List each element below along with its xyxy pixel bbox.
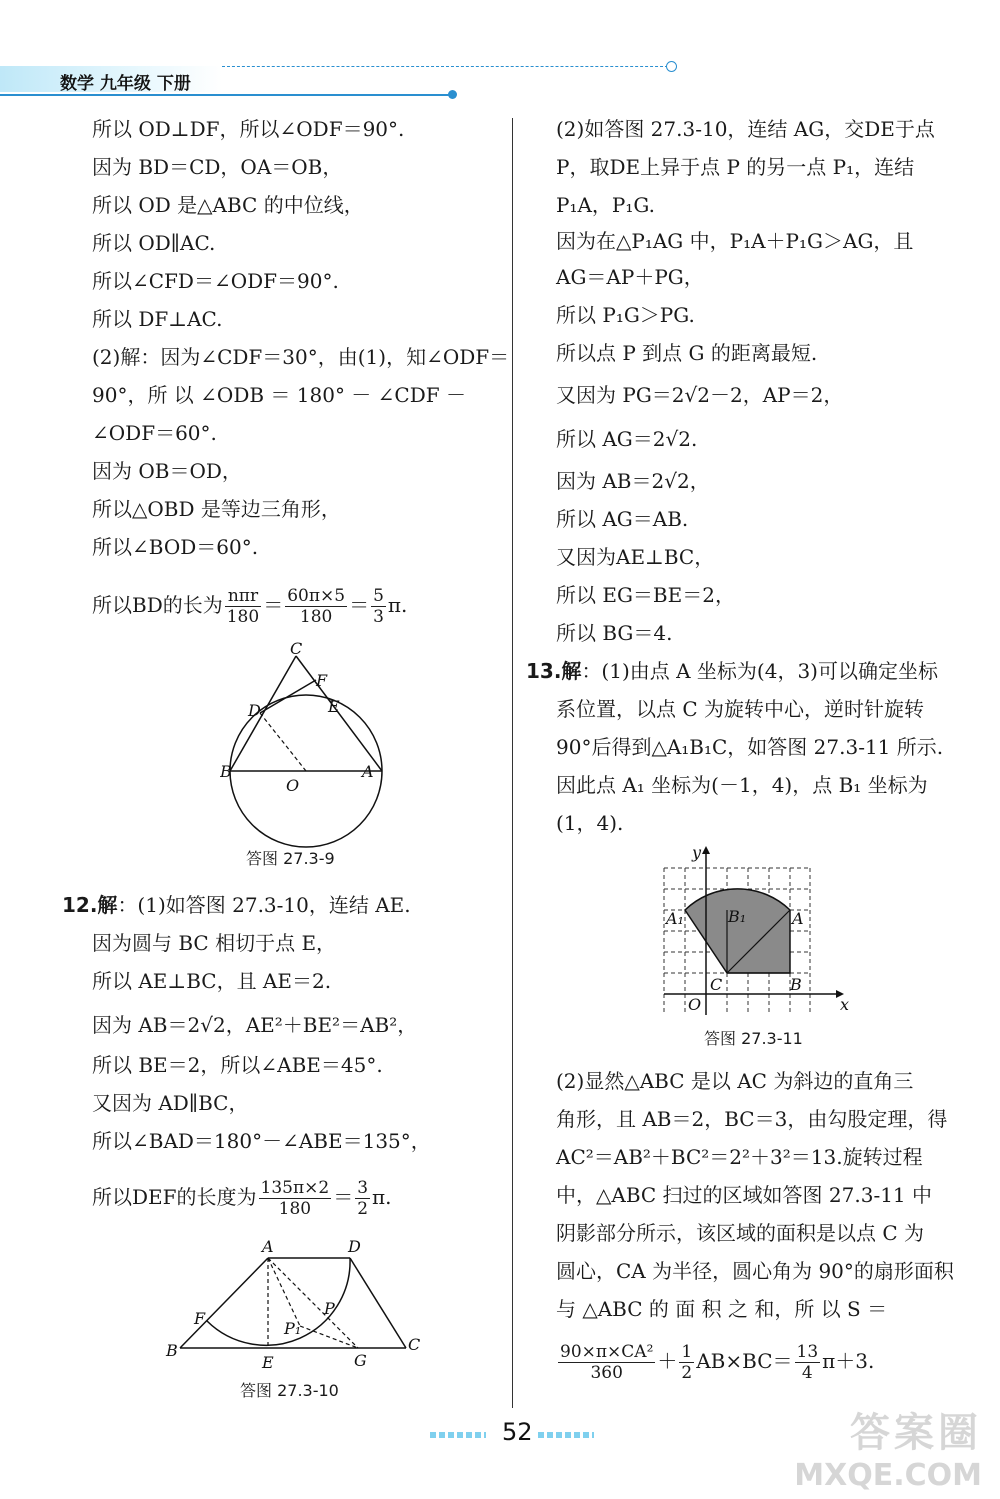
text-line: 所以∠BAD＝180°－∠ABE＝135°， [92,1129,431,1153]
svg-text:C: C [408,1335,421,1354]
text-line: P，取DE上异于点 P 的另一点 P₁，连结 [556,155,915,179]
text-line: 所以 DF⊥AC. [92,307,223,331]
svg-text:x: x [840,995,850,1014]
area-formula: $\frac{\text{90×π×CA²}}{360}$ ＋ $\frac{1}{2}$ AB×BC＝ $\frac{13}{4}$ π＋3. [560,1342,875,1383]
text-line: 阴影部分所示，该区域的面积是以点 C 为 [556,1221,925,1245]
svg-text:F: F [316,671,328,690]
text-line: 系位置，以点 C 为旋转中心，逆时针旋转 [556,697,925,721]
text-line: 所以∠CFD＝∠ODF＝90°. [92,269,339,293]
svg-text:E: E [328,697,340,716]
text-line: AG＝AP＋PG， [556,265,704,289]
figure-caption: 答图 27.3-11 [704,1029,803,1048]
text-line: 所以 AE⊥BC，且 AE＝2. [92,969,332,993]
question-number: 12.解 [62,893,118,917]
text-line: 所以 EG＝BE＝2， [556,583,735,607]
text-line: 所以 AG＝2√2. [556,427,698,451]
text-line: ∠ODF＝60°. [92,421,217,445]
text-line: 因此点 A₁ 坐标为(－1，4)，点 B₁ 坐标为 [556,773,928,797]
figure-caption: 答图 27.3-10 [240,1381,339,1400]
watermark [794,1401,982,1493]
text-line: 90°后得到△A₁B₁C，如答图 27.3-11 所示. [556,735,944,759]
figure-27-3-9 [220,640,390,850]
text-line: 与 △ABC 的 面 积 之 和，所 以 S ＝ [556,1297,888,1321]
text-line: 所以 OD∥AC. [92,231,216,255]
text-line: 因为 OB＝OD， [92,459,242,483]
svg-text:G: G [354,1351,367,1370]
figure-caption: 答图 27.3-9 [246,849,335,868]
svg-text:O: O [286,776,300,795]
text-line: 所以 AG＝AB. [556,507,689,531]
column-divider [512,118,513,1408]
text-line: 角形，且 AB＝2，BC＝3，由勾股定理，得 [556,1107,948,1131]
fraction: $\frac{1}{2}$ [681,1342,693,1383]
svg-text:B₁: B₁ [728,907,747,926]
svg-text:O: O [688,995,702,1014]
figure-27-3-11 [654,842,854,1022]
svg-text:A₁: A₁ [666,909,684,928]
svg-text:B: B [790,975,802,994]
fraction: $\frac{60\pi\times 5}{180}$ [287,586,346,627]
text-line: 因为圆与 BC 相切于点 E， [92,931,337,955]
fraction: $\frac{\text{nπr}}{180}$ [226,586,260,627]
text-line: AC²＝AB²＋BC²＝2²＋3²＝13.旋转过程 [556,1145,923,1169]
text-line: 所以 P₁G＞PG. [556,303,695,327]
fraction: $\frac{3}{2}$ [357,1178,369,1219]
footer-decoration-left [430,1432,486,1438]
figure-27-3-10 [160,1236,430,1376]
text-line: (2)显然△ABC 是以 AC 为斜边的直角三 [556,1069,914,1093]
text-line: 所以 BG＝4. [556,621,673,645]
text-line: 所以 BE＝2，所以∠ABE＝45°. [92,1053,383,1077]
text-line: 圆心，CA 为半径，圆心角为 90°的扇形面积 [556,1259,954,1283]
svg-text:D: D [248,701,261,720]
text-line: 所以 OD⊥DF，所以∠ODF＝90°. [92,117,405,141]
svg-text:A: A [362,762,374,781]
question-13-line: 13.解：(1)由点 A 坐标为(4，3)可以确定坐标 [526,659,938,683]
question-number: 13.解 [526,659,582,683]
text-line: 所以点 P 到点 G 的距离最短. [556,341,818,365]
svg-text:D: D [348,1237,361,1256]
text-line: 90°，所 以 ∠ODB ＝ 180° － ∠CDF － [92,383,466,407]
svg-text:B: B [220,762,232,781]
fraction: $\frac{135\pi\times 2}{180}$ [260,1178,330,1219]
text-line: 又因为AE⊥BC， [556,545,715,569]
text-line: 所以 OD 是△ABC 的中位线， [92,193,364,217]
svg-text:C: C [290,640,303,658]
fraction: $\frac{5}{3}$ [373,586,384,627]
text-line: 因为 AB＝2√2， [556,469,710,493]
text-line: 所以△OBD 是等边三角形， [92,497,341,521]
page-number: 52 [502,1418,533,1446]
text-line: P₁A，P₁G. [556,193,656,217]
svg-text:F: F [194,1309,206,1328]
header-circle-marker [666,61,677,72]
header-dot-marker [448,90,457,99]
svg-text:A: A [262,1237,274,1256]
arc-length-formula: 所以BD的长为 $\frac{\text{nπr}}{180}$ ＝ $\frac{60\pi\times 5}{180}$ ＝ $\frac{5}{3}$ π. [92,586,408,627]
text-line: 因为 AB＝2√2，AE²＋BE²＝AB²， [92,1013,418,1037]
watermark-url: MXQE.COM [794,1458,982,1493]
text-line: (2)解：因为∠CDF＝30°，由(1)，知∠ODF＝ [92,345,510,369]
book-title: 数学 九年级 下册 [60,74,191,94]
fraction: $\frac{\text{90×π×CA²}}{360}$ [560,1342,654,1383]
page-header [0,58,680,98]
svg-text:E: E [262,1353,274,1372]
header-underline [0,94,452,96]
question-12-line: 12.解：(1)如答图 27.3-10，连结 AE. [62,893,411,917]
fraction: $\frac{13}{4}$ [796,1342,819,1383]
text-line: (2)如答图 27.3-10，连结 AG，交DE于点 [556,117,935,141]
svg-text:B: B [166,1341,178,1360]
header-dashed-line [222,66,668,67]
svg-text:y: y [692,843,702,862]
text-line: 中，△ABC 扫过的区域如答图 27.3-11 中 [556,1183,933,1207]
text-line: 又因为 PG＝2√2－2，AP＝2， [556,383,844,407]
svg-text:C: C [710,975,723,994]
svg-text:A: A [792,909,804,928]
svg-text:P: P [324,1299,335,1318]
page-footer [430,1418,600,1452]
text-line: (1，4). [556,811,624,835]
text-line: 又因为 AD∥BC， [92,1091,249,1115]
footer-decoration-right [538,1432,594,1438]
text-line: 所以∠BOD＝60°. [92,535,259,559]
text-line: 因为在△P₁AG 中，P₁A＋P₁G＞AG，且 [556,229,914,253]
formula-prefix: 所以BD的长为 [92,593,223,617]
svg-text:P₁: P₁ [284,1319,302,1338]
watermark-logo-text: 答案圈 [850,1410,982,1456]
arc-length-formula: 所以DEF的长度为 $\frac{135\pi\times 2}{180}$ ＝ $\frac{3}{2}$ π. [92,1178,392,1219]
text-line: 因为 BD＝CD，OA＝OB， [92,155,343,179]
